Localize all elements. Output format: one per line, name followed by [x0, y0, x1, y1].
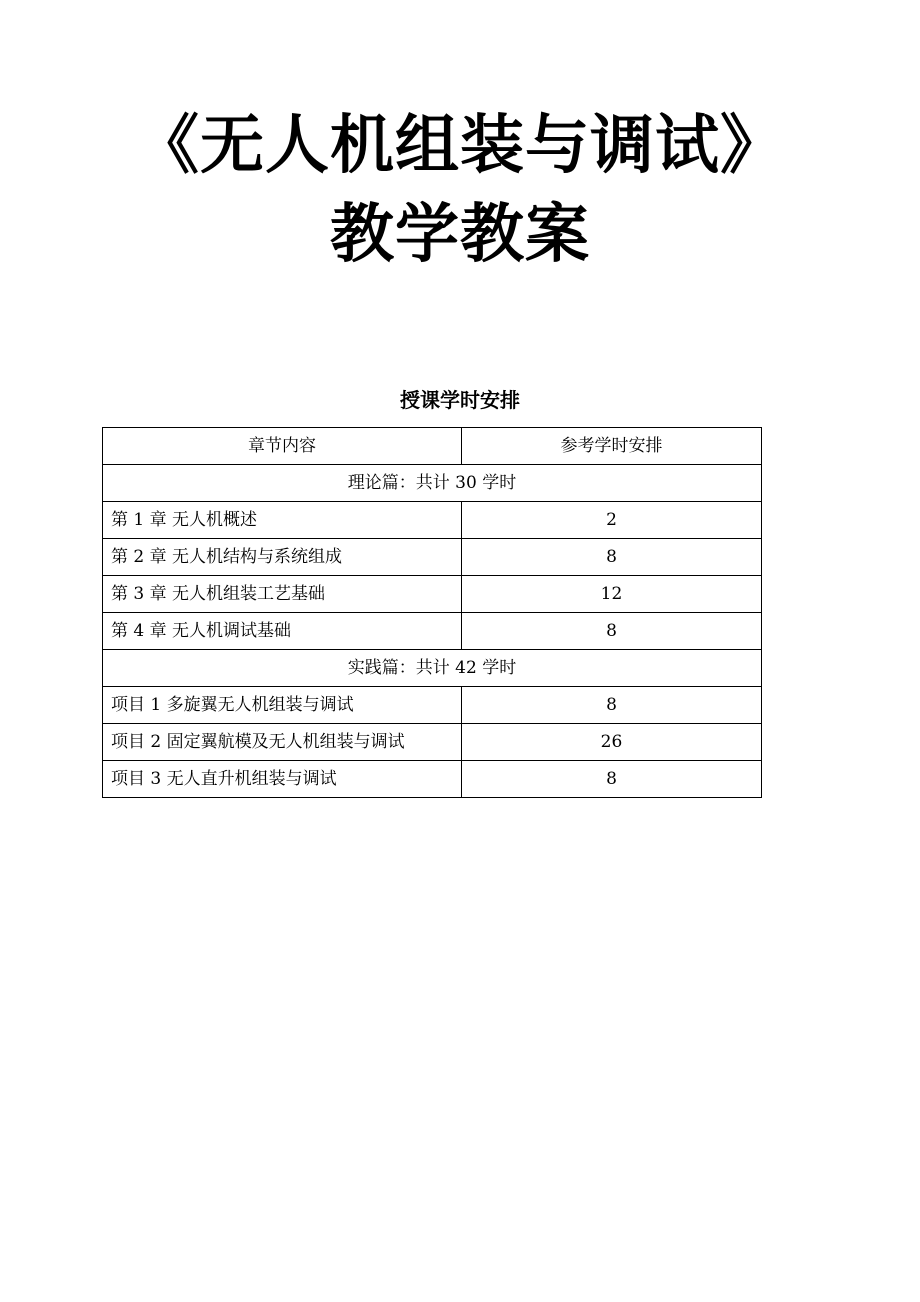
row-hours: 8: [462, 613, 762, 650]
row-hours: 12: [462, 576, 762, 613]
table-row: [103, 539, 762, 576]
row-hours: 2: [462, 502, 762, 539]
row-content: 第 3 章 无人机组装工艺基础: [103, 576, 462, 613]
section-row-practice: [103, 650, 762, 687]
row-hours: 8: [462, 761, 762, 798]
row-content: 第 4 章 无人机调试基础: [103, 613, 462, 650]
schedule-caption: 授课学时安排: [400, 388, 520, 412]
row-hours: 8: [462, 687, 762, 724]
table-row: [103, 687, 762, 724]
section-row-theory: [103, 465, 762, 502]
table-row: [103, 761, 762, 798]
section-theory-label: 理论篇：共计 30 学时: [103, 465, 762, 502]
row-content: 第 2 章 无人机结构与系统组成: [103, 539, 462, 576]
table-header-row: [103, 428, 762, 465]
document-title-line1: 《无人机组装与调试》: [135, 109, 785, 183]
row-content: 第 1 章 无人机概述: [103, 502, 462, 539]
table-row: [103, 576, 762, 613]
table-row: [103, 502, 762, 539]
row-content: 项目 3 无人直升机组装与调试: [103, 761, 462, 798]
table-row: [103, 724, 762, 761]
header-chapter-content: 章节内容: [103, 428, 462, 465]
table-row: [103, 613, 762, 650]
row-hours: 26: [462, 724, 762, 761]
row-hours: 8: [462, 539, 762, 576]
document-title-line2: 教学教案: [330, 198, 590, 272]
section-practice-label: 实践篇：共计 42 学时: [103, 650, 762, 687]
schedule-table: [102, 427, 762, 798]
row-content: 项目 2 固定翼航模及无人机组装与调试: [103, 724, 462, 761]
row-content: 项目 1 多旋翼无人机组装与调试: [103, 687, 462, 724]
header-reference-hours: 参考学时安排: [462, 428, 762, 465]
